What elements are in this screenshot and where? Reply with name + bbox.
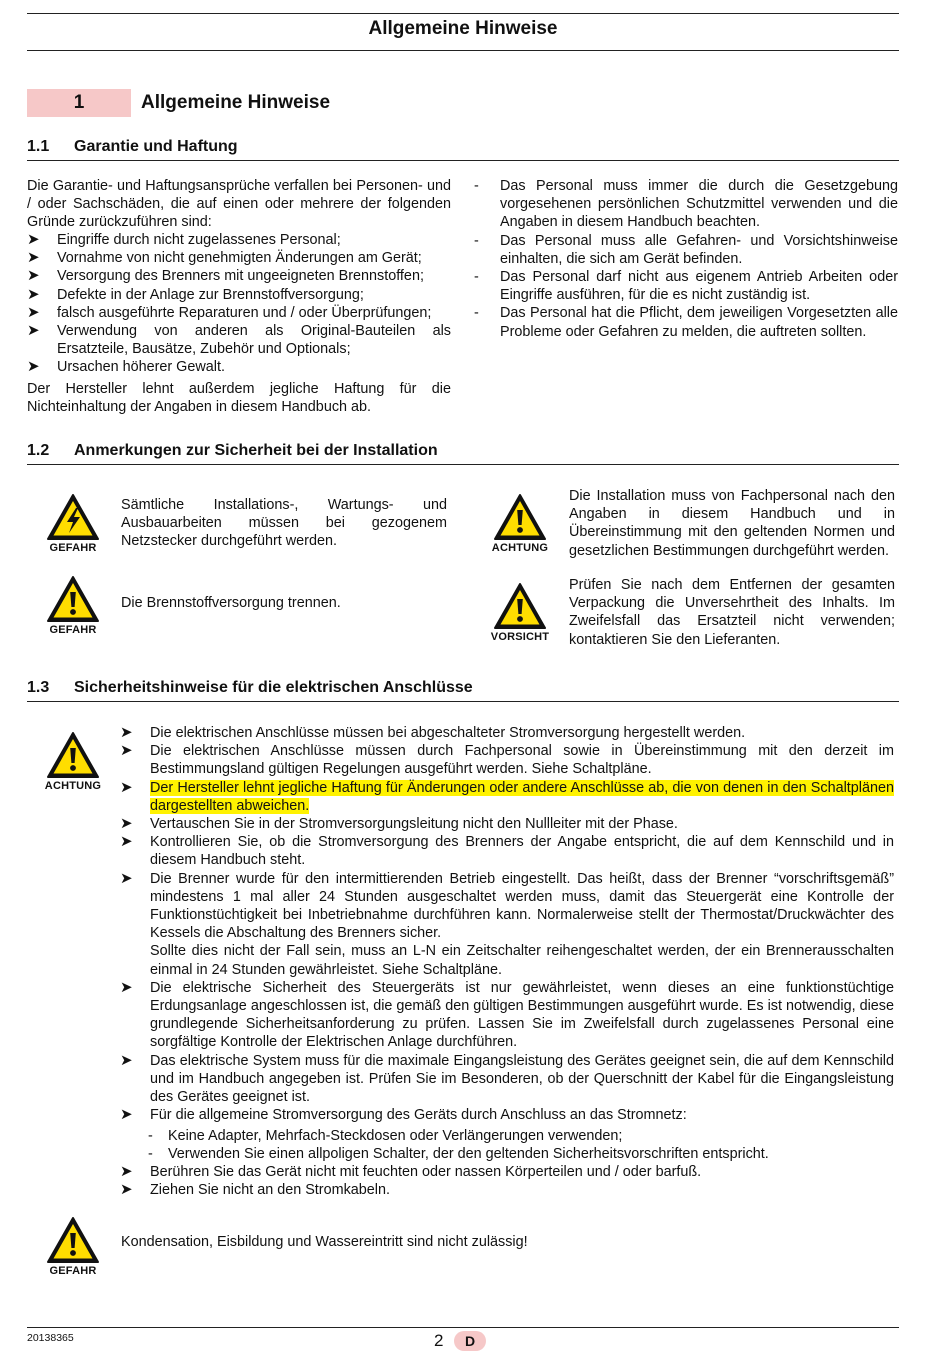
dash-bullet: - bbox=[148, 1146, 153, 1163]
warning-text: Die Installation muss von Fachpersonal nach den Angaben in diesem Handbuch und in Übereinstimmung mit den geltenden Normen und gesetzlichen Bestimmungen durchgeführt werden. bbox=[569, 488, 895, 559]
warning-label: GEFAHR bbox=[49, 624, 97, 636]
section-heading-1-1 bbox=[27, 136, 899, 161]
dash-bullet: - bbox=[474, 305, 479, 322]
page-number: 2 bbox=[434, 1331, 444, 1350]
list-item: ➤ Ursachen höherer Gewalt. bbox=[27, 358, 225, 376]
list-item: - Das Personal muss immer die durch die Gesetzgebung vorgesehenen persönlichen Schutzmittel verwenden und die Angaben in diesem Handbuch beachten. bbox=[474, 178, 898, 231]
arrow-bullet-icon: ➤ bbox=[27, 358, 40, 376]
list-item: ➤ Ziehen Sie nicht an den Stromkabeln. bbox=[120, 1181, 390, 1199]
dash-bullet: - bbox=[148, 1128, 153, 1144]
section-title: Garantie und Haftung bbox=[74, 138, 238, 155]
electric-hazard-icon bbox=[46, 493, 100, 541]
list-item: ➤ Kontrollieren Sie, ob die Stromversorgung des Brenners der Angabe entspricht, die auf dem Kennschild und in diesem Handbuch steht. bbox=[120, 833, 894, 869]
list-item: - Das Personal darf nicht aus eigenem Antrieb Arbeiten oder Eingriffe ausführen, für die es nicht zuständig ist. bbox=[474, 269, 898, 304]
list-item: ➤ Vertauschen Sie in der Stromversorgungsleitung nicht den Nullleiter mit der Phase. bbox=[120, 815, 678, 833]
arrow-bullet-icon: ➤ bbox=[120, 1181, 133, 1199]
attention-warning-sign bbox=[480, 582, 560, 643]
warning-label: GEFAHR bbox=[49, 542, 97, 554]
power-supply-sub-list bbox=[120, 1127, 894, 1163]
exclamation-warning-icon bbox=[46, 731, 100, 779]
dash-bullet: - bbox=[474, 232, 479, 249]
warning-label: GEFAHR bbox=[49, 1265, 97, 1277]
dash-bullet: - bbox=[474, 178, 479, 194]
arrow-bullet-icon: ➤ bbox=[27, 267, 40, 285]
arrow-bullet-icon: ➤ bbox=[120, 1051, 133, 1069]
arrow-bullet-icon: ➤ bbox=[120, 1106, 133, 1124]
caution-warning-sign bbox=[33, 731, 113, 792]
arrow-bullet-icon: ➤ bbox=[27, 303, 40, 321]
exclamation-warning-icon bbox=[46, 1216, 100, 1264]
arrow-bullet-icon: ➤ bbox=[120, 1163, 133, 1180]
list-item: - Das Personal muss alle Gefahren- und Vorsichtshinweise einhalten, die sich am Gerät befinden. bbox=[474, 232, 898, 267]
header-top-rule bbox=[27, 13, 899, 14]
list-item: ➤ Die elektrischen Anschlüsse müssen durch Fachpersonal sowie in Übereinstimmung mit den derzeit im Bestimmungsland gültigen Regelungen ausgeführt werden. Siehe Schaltpläne. bbox=[120, 742, 894, 778]
document-number: 20138365 bbox=[27, 1332, 74, 1344]
warning-text: Die Brennstoffversorgung trennen. bbox=[121, 595, 341, 611]
section-number: 1.2 bbox=[27, 442, 50, 459]
list-item: ➤ Die Brenner wurde für den intermittierenden Betrieb eingestellt. Das heißt, dass der Brenner “vorschriftsgemäß” mindestens 1 mal aller 24 Stunden ausgeschaltet werden muss, damit das Steuergerät eine Kontrolle der Funktionstüchtigkeit bei Inbetriebnahme durchführen kann. Normalerweise stellt der Thermostat/Druckwächter des Kessels die Abschaltung des Brenners sicher. Sollte dies nicht der Fall sein, muss an L-N ein Zeitschalter reihengeschaltet werden, der ein Brennerausschalten einmal in 24 Stunden gewährleistet. Siehe Schaltpläne. bbox=[120, 869, 894, 978]
caution-warning-sign bbox=[480, 493, 560, 554]
list-item: ➤ Die elektrischen Anschlüsse müssen bei abgeschalteter Stromversorgung hergestellt werden. bbox=[120, 724, 746, 741]
section-number: 1.1 bbox=[27, 138, 50, 155]
warranty-bullet-list bbox=[27, 231, 451, 377]
exclamation-warning-icon bbox=[493, 493, 547, 541]
warning-text: Sämtliche Installations-, Wartungs- und Ausbauarbeiten müssen bei gezogenem Netzstecker durchgeführt werden. bbox=[121, 497, 447, 550]
electrical-safety-list-end bbox=[120, 1163, 894, 1199]
header-bottom-rule bbox=[27, 50, 899, 51]
list-item: ➤ Für die allgemeine Stromversorgung des Geräts durch Anschluss an das Stromnetz: bbox=[120, 1106, 687, 1124]
arrow-bullet-icon: ➤ bbox=[120, 833, 133, 851]
arrow-bullet-icon: ➤ bbox=[120, 778, 133, 796]
list-item: ➤ Defekte in der Anlage zur Brennstoffversorgung; bbox=[27, 285, 364, 303]
arrow-bullet-icon: ➤ bbox=[120, 724, 133, 741]
exclamation-warning-icon bbox=[493, 582, 547, 630]
warning-text: Prüfen Sie nach dem Entfernen der gesamten Verpackung die Unversehrtheit des Inhalts. Im Zweifelsfall das Ersatzteil nicht verwenden; kontaktieren Sie den Lieferanten. bbox=[569, 577, 895, 648]
section-number: 1.3 bbox=[27, 679, 50, 696]
list-item: ➤ Die elektrische Sicherheit des Steuergeräts ist nur gewährleistet, wenn dieses an eine funktionstüchtige Erdungsanlage angeschlossen ist, die gemäß den gültigen Bestimmungen ausgeführt wurde. Es ist notwendig, diese grundlegende Sicherheitsanforderung zu prüfen. Lassen Sie im Zweifelsfall durch zugelassenes Personal eine sorgfältige Kontrolle der Elektrischen Anlage durchführen. bbox=[120, 978, 894, 1051]
list-item: ➤ Vornahme von nicht genehmigten Änderungen am Gerät; bbox=[27, 249, 422, 267]
sub-list-item: - Keine Adapter, Mehrfach-Steckdosen oder Verlängerungen verwenden; bbox=[148, 1128, 623, 1144]
arrow-bullet-icon: ➤ bbox=[27, 249, 40, 267]
danger-warning-sign bbox=[33, 575, 113, 636]
arrow-bullet-icon: ➤ bbox=[120, 815, 133, 833]
section-title: Anmerkungen zur Sicherheit bei der Installation bbox=[74, 442, 438, 459]
section-heading-1-2 bbox=[27, 440, 899, 465]
arrow-bullet-icon: ➤ bbox=[120, 742, 133, 760]
list-item: ➤ Berühren Sie das Gerät nicht mit feuchten oder nassen Körperteilen und / oder barfuß. bbox=[120, 1163, 702, 1180]
exclamation-warning-icon bbox=[46, 575, 100, 623]
list-item: - Das Personal hat die Pflicht, dem jeweiligen Vorgesetzten alle Probleme oder Gefahren zu melden, die auftreten sollten. bbox=[474, 305, 898, 340]
footer-rule bbox=[27, 1327, 899, 1328]
personnel-dash-list bbox=[474, 177, 898, 341]
chapter-title: Allgemeine Hinweise bbox=[141, 92, 331, 113]
list-item: ➤ Das elektrische System muss für die maximale Eingangsleistung des Gerätes geeignet sein, die auf dem Kennschild und im Handbuch angegeben ist. Prüfen Sie im Besonderen, ob der Querschnitt der Kabel für die Eingangsleistung des Gerätes geeignet ist. bbox=[120, 1051, 894, 1106]
warning-label: ACHTUNG bbox=[44, 780, 102, 792]
sub-list-item: - Verwenden Sie einen allpoligen Schalter, der den geltenden Sicherheitsvorschriften entspricht. bbox=[148, 1146, 769, 1163]
section-title: Sicherheitshinweise für die elektrischen Anschlüsse bbox=[74, 679, 473, 696]
warning-label: ACHTUNG bbox=[491, 542, 549, 554]
list-item: ➤ Versorgung des Brenners mit ungeeigneten Brennstoffen; bbox=[27, 267, 424, 285]
list-item: ➤ falsch ausgeführte Reparaturen und / oder Überprüfungen; bbox=[27, 303, 432, 321]
list-item: ➤ Eingriffe durch nicht zugelassenes Personal; bbox=[27, 231, 341, 248]
list-item: ➤ Verwendung von anderen als Original-Bauteilen als Ersatzteile, Bausätze, Zubehör und Optionals; bbox=[27, 322, 451, 358]
page-header-title: Allgemeine Hinweise bbox=[368, 18, 558, 39]
dash-bullet: - bbox=[474, 269, 479, 286]
list-item bbox=[120, 779, 894, 815]
warranty-outro: Der Hersteller lehnt außerdem jegliche Haftung für die Nichteinhaltung der Angaben in diesem Handbuch ab. bbox=[27, 381, 451, 416]
arrow-bullet-icon: ➤ bbox=[120, 869, 133, 887]
arrow-bullet-icon: ➤ bbox=[27, 231, 40, 248]
highlighted-text: Der Hersteller lehnt jegliche Haftung für Änderungen oder andere Anschlüsse ab, die von denen in den Schaltplänen dargestellten abweichen. bbox=[150, 779, 894, 814]
language-badge: D bbox=[454, 1331, 486, 1351]
chapter-number: 1 bbox=[27, 89, 131, 117]
danger-warning-sign bbox=[33, 493, 113, 554]
arrow-bullet-icon: ➤ bbox=[27, 285, 40, 303]
warning-label: VORSICHT bbox=[490, 631, 550, 643]
arrow-bullet-icon: ➤ bbox=[120, 978, 133, 996]
warranty-intro: Die Garantie- und Haftungsansprüche verfallen bei Personen- und / oder Sachschäden, die auf einen oder mehrere der folgenden Gründe zurückzuführen sind: bbox=[27, 178, 451, 231]
arrow-bullet-icon: ➤ bbox=[27, 322, 40, 340]
section-heading-1-3 bbox=[27, 677, 899, 702]
danger-warning-sign bbox=[33, 1216, 113, 1277]
warning-text: Kondensation, Eisbildung und Wassereintritt sind nicht zulässig! bbox=[121, 1234, 528, 1250]
electrical-safety-list bbox=[120, 724, 894, 1124]
